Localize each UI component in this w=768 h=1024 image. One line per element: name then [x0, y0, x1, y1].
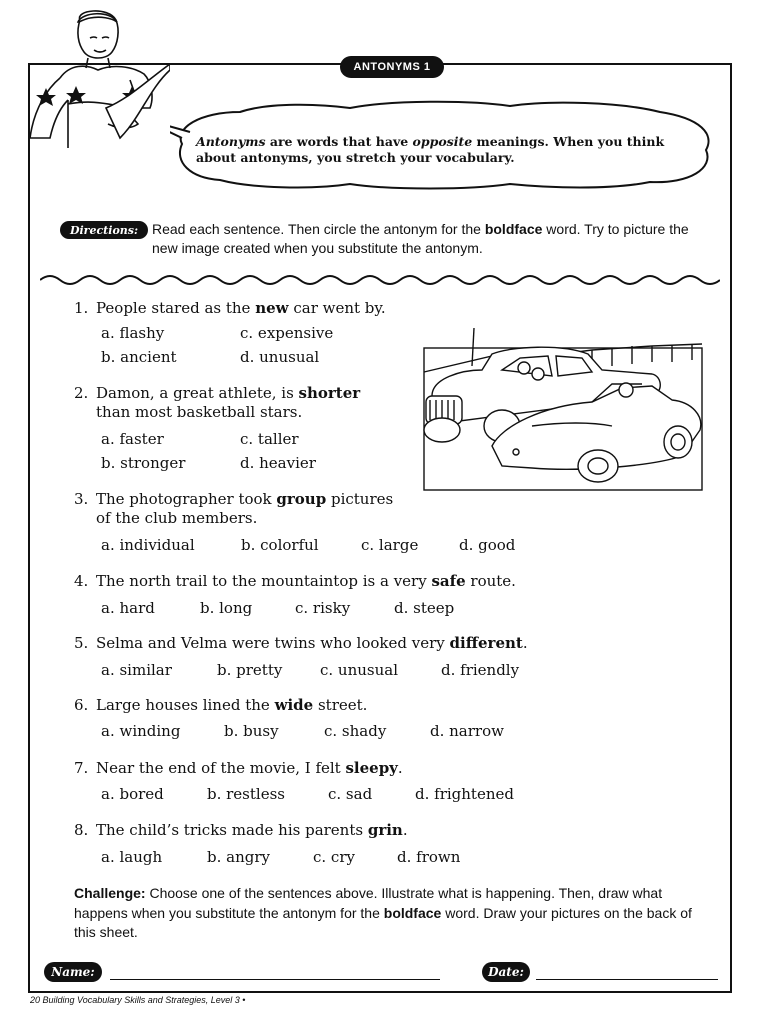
- option-b[interactable]: b. pretty: [217, 661, 283, 679]
- date-field[interactable]: [536, 978, 718, 980]
- option-d[interactable]: d. steep: [394, 599, 455, 617]
- option-a[interactable]: a. individual: [101, 536, 195, 554]
- boldface-word: sleepy: [345, 759, 398, 777]
- option-c[interactable]: c. sad: [328, 785, 373, 803]
- boldface-word: different: [449, 634, 523, 652]
- option-d[interactable]: d. frown: [397, 848, 461, 866]
- worksheet-title: ANTONYMS 1: [340, 56, 444, 78]
- option-c[interactable]: c. unusual: [320, 661, 399, 679]
- boldface-word: new: [255, 299, 289, 317]
- option-c[interactable]: c. risky: [295, 599, 351, 617]
- option-a[interactable]: a. faster: [101, 430, 164, 448]
- option-c[interactable]: c. large: [361, 536, 419, 554]
- option-b[interactable]: b. restless: [207, 785, 285, 803]
- challenge-label: Challenge:: [74, 885, 146, 901]
- name-date-row: [44, 962, 724, 986]
- wavy-divider: [40, 272, 720, 288]
- option-d[interactable]: d. good: [459, 536, 516, 554]
- antonym-definition: Antonyms are words that have opposite meanings. When you think about antonyms, you stretch your vocabulary.: [196, 134, 665, 165]
- option-b[interactable]: b. long: [200, 599, 253, 617]
- option-b[interactable]: b. stronger: [101, 454, 186, 472]
- option-d[interactable]: d. frightened: [415, 785, 514, 803]
- option-c[interactable]: c. cry: [313, 848, 355, 866]
- option-d[interactable]: d. friendly: [441, 661, 520, 679]
- option-b[interactable]: b. ancient: [101, 348, 177, 366]
- term-antonyms: Antonyms: [196, 134, 266, 149]
- option-a[interactable]: a. flashy: [101, 324, 165, 342]
- date-label: Date:: [482, 962, 530, 982]
- emphasis-opposite: opposite: [412, 134, 473, 149]
- boldface-word: group: [276, 490, 327, 508]
- boy-illustration: [20, 8, 170, 168]
- option-a[interactable]: a. laugh: [101, 848, 163, 866]
- boldface-word: safe: [431, 572, 466, 590]
- directions-text: Read each sentence. Then circle the antonym for the boldface word. Try to picture the new image created when you substitute the antonym.: [152, 221, 689, 256]
- option-c[interactable]: c. taller: [240, 430, 299, 448]
- boldface-word: grin: [367, 821, 403, 839]
- option-b[interactable]: b. angry: [207, 848, 270, 866]
- boldface-word: wide: [274, 696, 314, 714]
- option-d[interactable]: d. heavier: [240, 454, 316, 472]
- name-label: Name:: [44, 962, 102, 982]
- option-b[interactable]: b. colorful: [241, 536, 319, 554]
- option-a[interactable]: a. bored: [101, 785, 164, 803]
- option-a[interactable]: a. winding: [101, 722, 181, 740]
- page-footer: 20 Building Vocabulary Skills and Strategies, Level 3 •: [30, 995, 246, 1005]
- option-a[interactable]: a. similar: [101, 661, 172, 679]
- option-c[interactable]: c. shady: [324, 722, 387, 740]
- option-c[interactable]: c. expensive: [240, 324, 334, 342]
- name-field[interactable]: [110, 978, 440, 980]
- option-d[interactable]: d. narrow: [430, 722, 504, 740]
- option-b[interactable]: b. busy: [224, 722, 279, 740]
- option-a[interactable]: a. hard: [101, 599, 155, 617]
- speech-bubble: [170, 98, 715, 190]
- challenge-text: Challenge: Choose one of the sentences above. Illustrate what is happening. Then, draw what happens when you substitute the antonym for the boldface word. Draw your pictures on the back of this sheet.: [74, 885, 692, 940]
- option-d[interactable]: d. unusual: [240, 348, 320, 366]
- boldface-word: shorter: [298, 384, 361, 402]
- cars-illustration: [412, 326, 712, 494]
- directions-badge: Directions:: [60, 221, 148, 239]
